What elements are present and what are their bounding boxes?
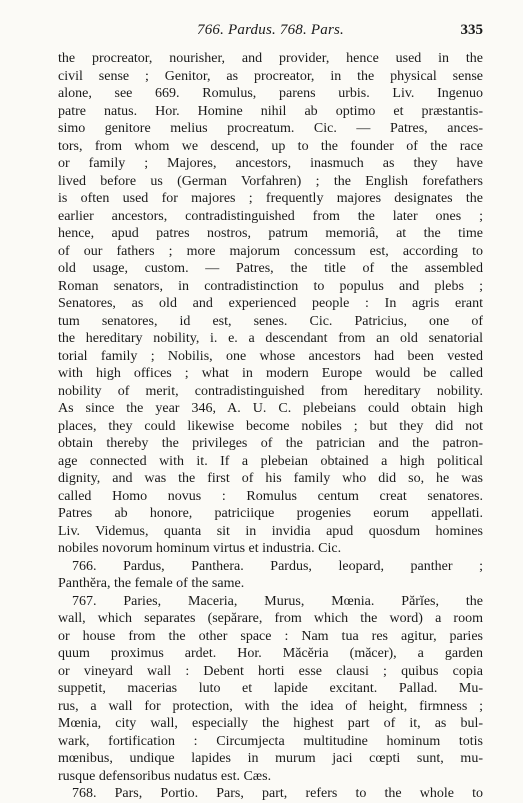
page-header — [58, 22, 483, 44]
text-line: the procreator, nourisher, and provider, hence used in the — [58, 51, 483, 66]
text-line: earlier ancestors, contradistinguished from the later ones ; — [58, 208, 483, 224]
text-line: hence, apud patres nostros, patrum memoriâ, at the time — [58, 226, 483, 241]
text-line: tors, from whom we descend, up to the founder of the race — [58, 138, 483, 154]
text-line: age connected with it. If a plebeian obtained a high political — [58, 453, 483, 469]
text-line: 766. Pardus, Panthera. Pardus, leopard, panther ; — [72, 558, 483, 574]
text-line: called Homo novus : Romulus centum creat senatores. — [58, 488, 483, 504]
text-line: alone, see 669. Romulus, parens urbis. Liv. Ingenuo — [58, 86, 483, 101]
text-line: rusque defensoribus nudatus est. Cæs. — [58, 768, 272, 784]
text-line: patre natus. Hor. Homine nihil ab optimo et præstantis- — [58, 103, 483, 119]
text-line: of our fathers ; more majorum concessum est, according to — [58, 243, 483, 259]
text-line: or family ; Majores, ancestors, inasmuch as they have — [58, 156, 483, 171]
text-line: with high offices ; what in modern Europe would be called — [58, 366, 483, 381]
text-line: lived before us (German Vorfahren) ; the English forefathers — [58, 173, 483, 189]
text-line: 767. Paries, Maceria, Murus, Mœnia. Părĭes, the — [72, 593, 483, 609]
text-line: tum senatores, id est, senes. Cic. Patricius, one of — [58, 313, 483, 329]
text-line: simo genitore melius procreatum. Cic. — Patres, ances- — [58, 121, 483, 136]
text-line: mœnibus, undique lapides in murum jaci cœpti sunt, mu- — [58, 751, 483, 766]
text-line: Patres ab honore, patriciique progenies eorum appellati. — [58, 506, 483, 521]
running-head: 766. Pardus. 768. Pars. — [197, 22, 344, 38]
text-line: is often used for majores ; frequently majores designates the — [58, 191, 483, 206]
text-line: Senatores, as old and experienced people : In agris erant — [58, 296, 483, 311]
text-line: obtain thereby the privileges of the patrician and the patron- — [58, 436, 483, 451]
text-line: the hereditary nobility, i. e. a descendant from an old senatorial — [58, 331, 483, 346]
text-line: Roman senators, in contradistinction to populus and plebs ; — [58, 278, 483, 294]
text-line: or vineyard wall : Debent horti esse clausi ; quibus copia — [58, 663, 483, 679]
text-line: old usage, custom. — Patres, the title of the assembled — [58, 261, 483, 276]
text-line: places, they could likewise become nobiles ; but they did not — [58, 418, 483, 434]
text-line: or house from the other space : Nam tua res agitur, paries — [58, 628, 483, 644]
page-number: 335 — [460, 22, 483, 38]
text-line: As since the year 346, A. U. C. plebeians could obtain high — [58, 401, 483, 416]
text-line: 768. Pars, Portio. Pars, part, refers to the whole to — [72, 786, 483, 801]
text-line: wall, which separates (sepărare, from which the word) a room — [58, 611, 483, 626]
text-line: Panthĕra, the female of the same. — [58, 576, 245, 591]
text-line: dignity, and was the first of his family who did so, he was — [58, 471, 483, 486]
text-line: suppetit, macerias luto et lapide excitant. Pallad. Mu- — [58, 681, 483, 696]
text-line: wark, fortification : Circumjecta multitudine hominum totis — [58, 733, 483, 749]
page-body — [58, 50, 483, 803]
text-line: Mœnia, city wall, especially the highest part of it, as bul- — [58, 716, 483, 731]
text-line: torial family ; Nobilis, one whose ancestors had been vested — [58, 348, 483, 364]
text-line: quum proximus ardet. Hor. Măcĕria (măcer), a garden — [58, 646, 483, 661]
text-line: civil sense ; Genitor, as procreator, in the physical sense — [58, 68, 483, 84]
text-line: Liv. Videmus, quanta sit in invidia apud quosdum homines — [58, 523, 483, 539]
text-line: rus, a wall for protection, with the idea of height, firmness ; — [58, 698, 483, 714]
text-line: nobility of merit, contradistinguished from hereditary nobility. — [58, 383, 483, 399]
text-line: nobiles novorum hominum virtus et industria. Cic. — [58, 541, 342, 556]
